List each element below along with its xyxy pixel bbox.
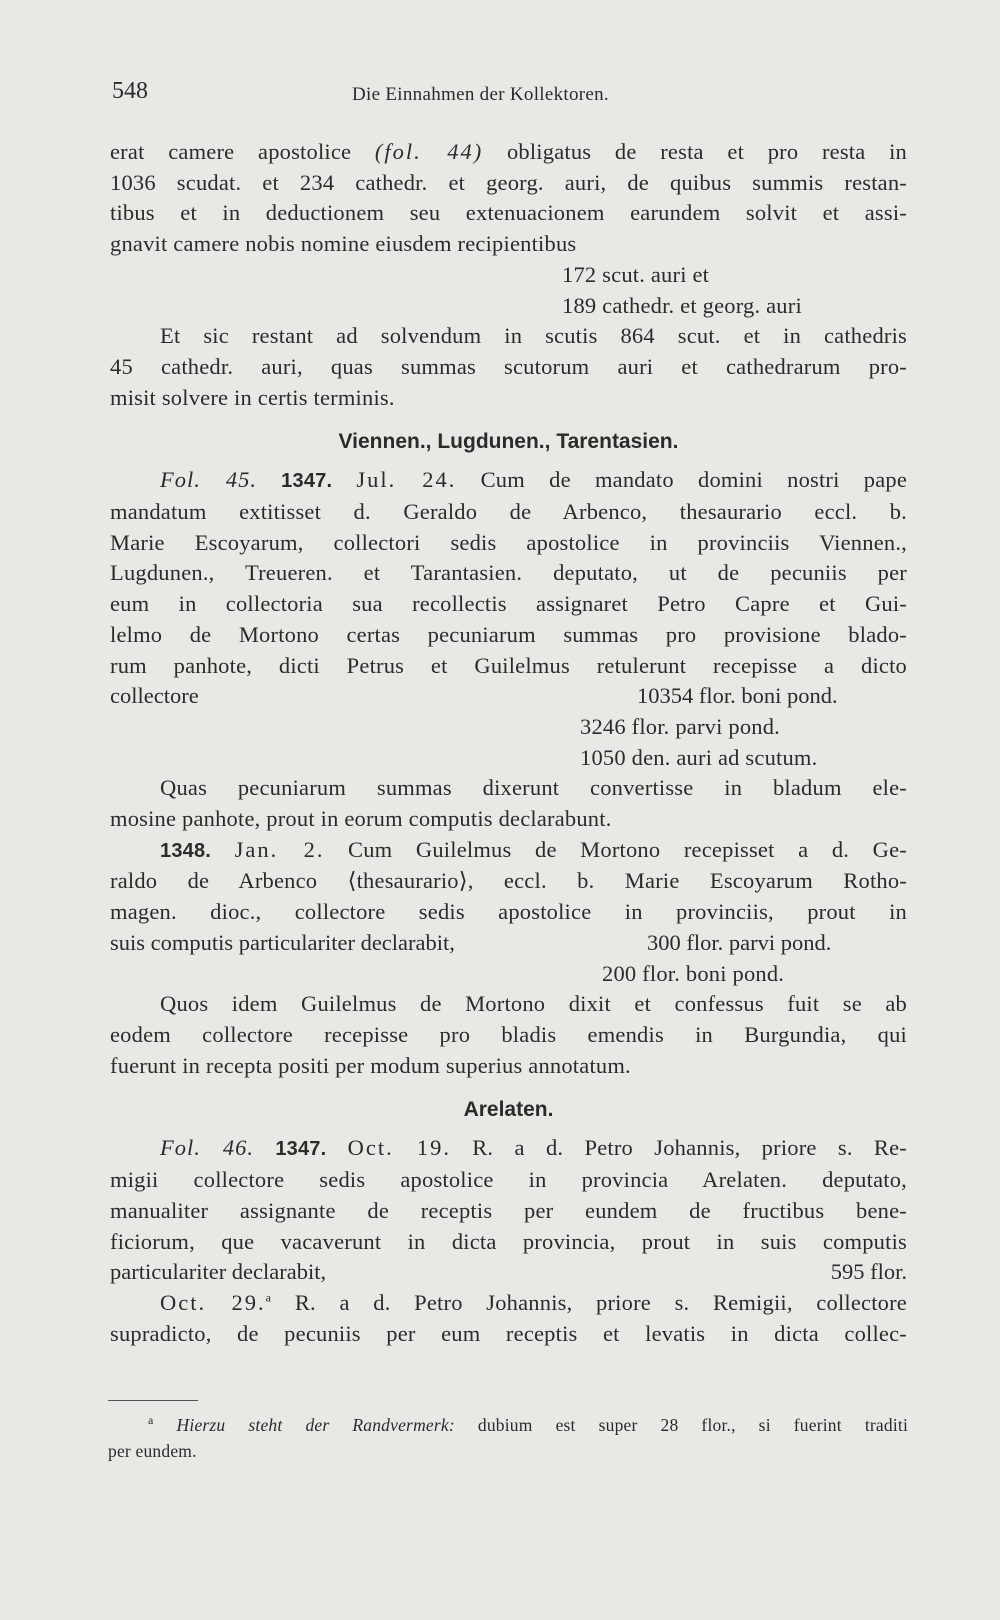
text-line: fuerunt in recepta positi per modum superius annotatum. [110,1052,631,1078]
text-line: supradicto, de pecuniis per eum receptis et levatis in dicta collec- [110,1320,907,1346]
amount: 10354 flor. boni pond. [637,683,838,709]
text-span: obligatus de resta et pro resta in [506,139,908,164]
text-span: R. a d. Petro Johannis, priore s. Remigii, collectore [294,1289,907,1315]
text-line: 1036 scudat. et 234 cathedr. et georg. auri, de quibus summis restan- [110,169,907,195]
section-heading: Arelaten. [463,1098,554,1122]
amount-line: 1050 den. auri ad scutum. [580,744,818,770]
footnote-marker: a [148,1413,154,1428]
text-span: suis computis particulariter declarabit, [110,929,455,955]
footnote-italic: Hierzu steht der Randvermerk: [176,1415,455,1435]
entry-line [110,1133,907,1165]
folio-ref: Fol. 46. [160,1135,255,1161]
folio-ref: Fol. 45. [160,467,257,493]
entry-line [110,1288,907,1319]
text-span: Cum de mandato domini nostri pape [480,467,908,493]
text-span: dubium est super 28 flor., si fuerint traditi [477,1415,909,1435]
text-span: Cum Guilelmus de Mortono recepisset a d. Ge- [348,836,907,862]
text-line: magen. dioc., collectore sedis apostolice in provinciis, prout in [110,899,907,925]
text-span: R. a d. Petro Johannis, priore s. Re- [472,1135,907,1161]
footnote-rule [108,1400,198,1401]
running-title: Die Einnahmen der Kollektoren. [352,84,609,105]
amount-row [110,928,907,959]
entry-date: Oct. 29. [160,1289,266,1315]
amount-row [110,1257,907,1288]
footnote-line [108,1412,908,1438]
entry-year: 1348. [160,839,212,862]
entry-year: 1347. [275,1138,327,1161]
text-line: rum panhote, dicti Petrus et Guilelmus retulerunt recepisse a dicto [110,652,907,678]
text-line: 45 cathedr. auri, quas summas scutorum auri et cathedrarum pro- [110,353,907,379]
entry-date: Jan. 2. [234,836,325,862]
text-line: tibus et in deductionem seu extenuacionem earundem solvit et assi- [110,200,907,226]
text-line: migii collectore sedis apostolice in provincia Arelaten. deputato, [110,1167,907,1193]
amount-row [110,681,907,712]
text-line: manualiter assignante de receptis per eundem de fructibus bene- [110,1197,907,1223]
text-line: raldo de Arbenco ⟨thesaurario⟩, eccl. b. Marie Escoyarum Rotho- [110,868,907,894]
entry-date: Oct. 19. [347,1135,451,1161]
page-body [110,137,907,1349]
text-line: mosine panhote, prout in eorum computis declarabunt. [110,806,612,832]
folio-ref: (fol. 44) [374,139,484,164]
text-span: erat camere apostolice [110,139,352,164]
amount-line: 172 scut. auri et [562,261,710,287]
text-line: mandatum extitisset d. Geraldo de Arbenco, thesaurario eccl. b. [110,499,907,525]
amount-line: 3246 flor. parvi pond. [580,713,781,739]
footnote-marker: a [265,1290,272,1305]
text-line: Marie Escoyarum, collectori sedis apostolice in provinciis Viennen., [110,529,907,555]
entry-line [110,465,907,497]
amount-line: 189 cathedr. et georg. auri [562,292,802,318]
text-line: Lugdunen., Treueren. et Tarantasien. deputato, ut de pecuniis per [110,560,907,586]
text-line: Quos idem Guilelmus de Mortono dixit et confessus fuit se ab [160,991,907,1017]
text-line: Et sic restant ad solvendum in scutis 864 scut. et in cathedris [160,323,907,349]
text-line [110,137,907,168]
text-line: eodem collectore recepisse pro bladis emendis in Burgundia, qui [110,1021,907,1047]
section-heading: Viennen., Lugdunen., Tarentasien. [338,430,679,454]
text-line: misit solvere in certis terminis. [110,384,395,410]
amount-line: 200 flor. boni pond. [602,960,785,986]
entry-line [110,835,907,867]
text-line: lelmo de Mortono certas pecuniarum summas pro provisione blado- [110,621,907,647]
page-header [112,78,908,114]
text-line: Quas pecuniarum summas dixerunt convertisse in bladum ele- [160,775,907,801]
entry-date: Jul. 24. [356,467,457,493]
text-line: eum in collectoria sua recollectis assignaret Petro Capre et Gui- [110,591,907,617]
text-line: ficiorum, que vacaverunt in dicta provincia, prout in suis computis [110,1228,907,1254]
amount: 300 flor. parvi pond. [647,929,832,955]
entry-year: 1347. [281,470,333,493]
amount: 595 flor. [830,1259,907,1285]
page-number: 548 [112,78,148,104]
text-line: gnavit camere nobis nomine eiusdem recipientibus [110,231,577,257]
footnote-line: per eundem. [108,1441,197,1461]
footnote [108,1412,908,1464]
text-span: collectore [110,683,199,709]
text-span: particulariter declarabit, [110,1259,327,1285]
